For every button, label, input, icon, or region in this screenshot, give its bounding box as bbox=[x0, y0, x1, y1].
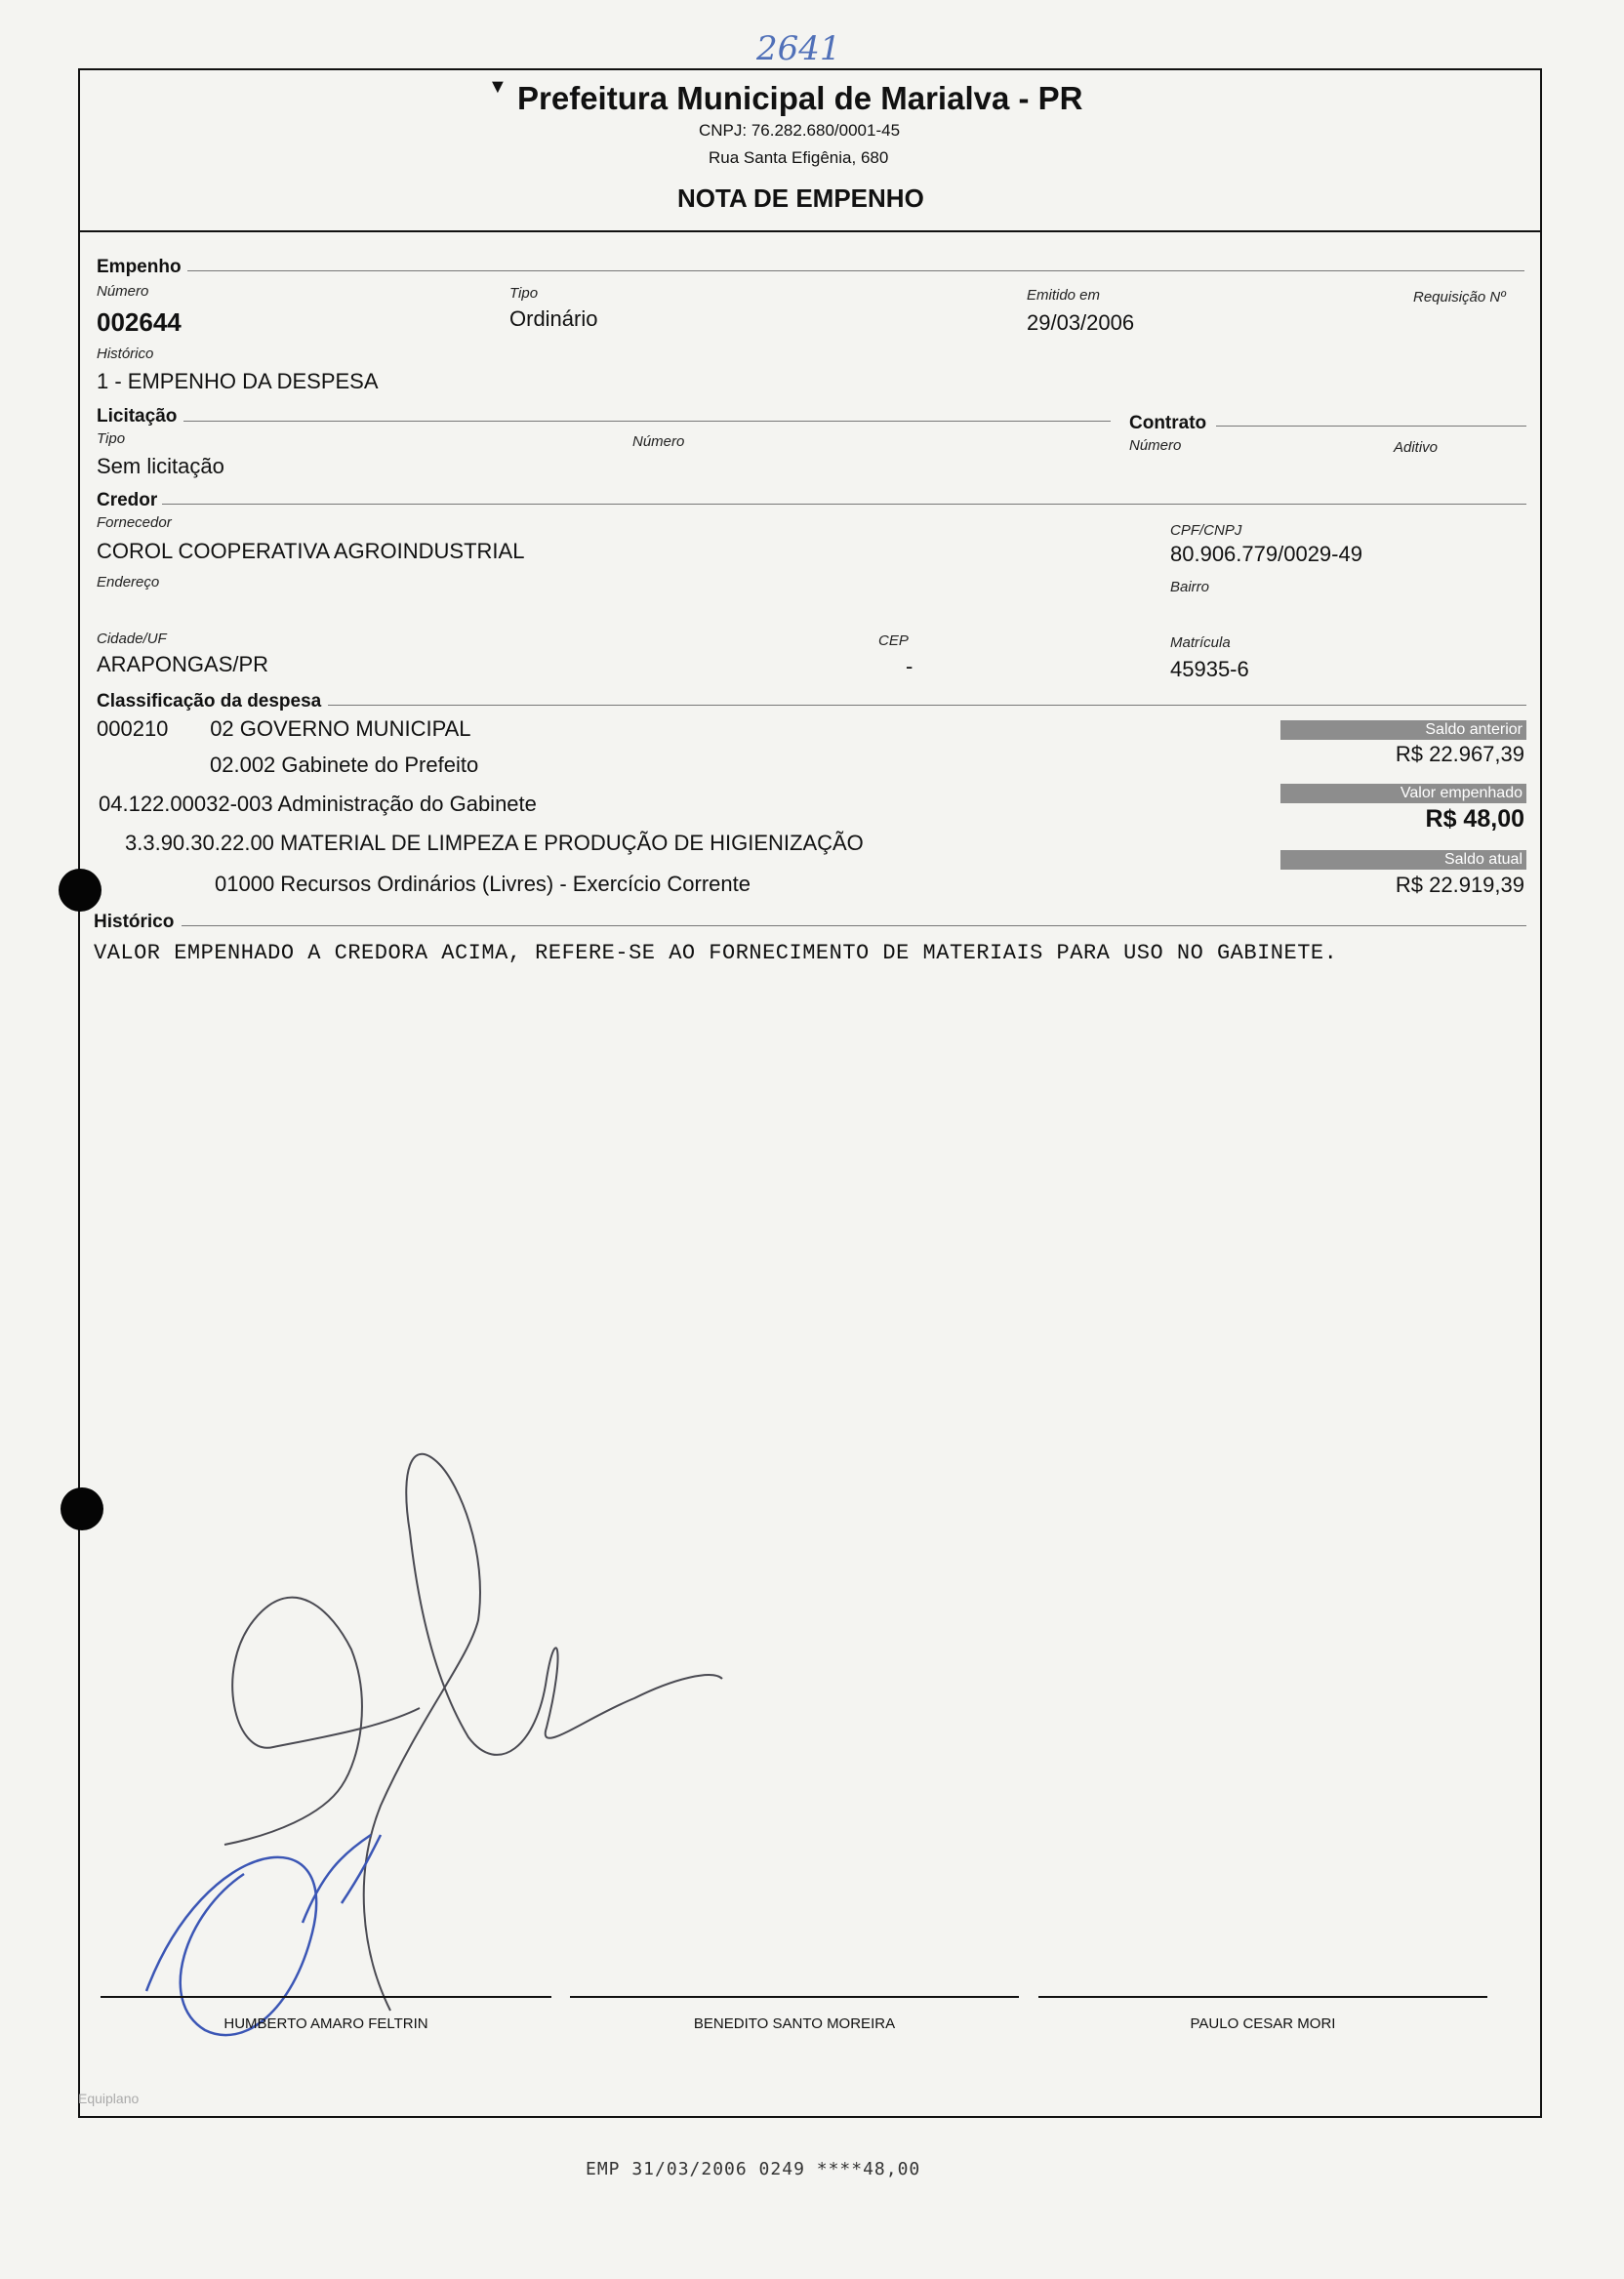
label-endereco: Endereço bbox=[97, 574, 160, 590]
section-historico: Histórico bbox=[94, 912, 175, 932]
section-rule bbox=[1216, 426, 1526, 427]
label-contrato-numero: Número bbox=[1129, 437, 1182, 454]
document-title: NOTA DE EMPENHO bbox=[677, 183, 924, 213]
label-tipo: Tipo bbox=[509, 285, 539, 302]
label-aditivo: Aditivo bbox=[1394, 439, 1439, 456]
signature-line bbox=[1038, 1996, 1487, 1998]
saldo-anterior-label: Saldo anterior bbox=[1280, 720, 1526, 740]
label-numero: Número bbox=[97, 283, 149, 300]
handwritten-page-number: 2641 bbox=[756, 29, 841, 68]
watermark-text: Equiplano bbox=[78, 2091, 140, 2106]
label-requisicao: Requisição Nº bbox=[1413, 289, 1506, 305]
municipality-title: Prefeitura Municipal de Marialva - PR bbox=[517, 80, 1083, 116]
saldo-atual-value: R$ 22.919,39 bbox=[1395, 873, 1524, 897]
section-rule bbox=[162, 504, 1526, 505]
classification-line: 04.122.00032-003 Administração do Gabinete bbox=[99, 792, 537, 816]
header-separator bbox=[80, 230, 1540, 232]
signatory-name: BENEDITO SANTO MOREIRA bbox=[693, 2015, 896, 2032]
section-credor: Credor bbox=[97, 490, 158, 510]
bullet-mark: ▼ bbox=[488, 76, 508, 98]
address-line: Rua Santa Efigênia, 680 bbox=[709, 148, 889, 167]
section-licitacao: Licitação bbox=[97, 406, 178, 427]
saldo-anterior-value: R$ 22.967,39 bbox=[1395, 742, 1524, 766]
punch-hole bbox=[61, 1487, 103, 1530]
historico-text: VALOR EMPENHADO A CREDORA ACIMA, REFERE-SE AO FORNECIMENTO DE MATERIAIS PARA USO NO GABINETE. bbox=[94, 941, 1338, 965]
label-fornecedor: Fornecedor bbox=[97, 514, 172, 531]
empenho-number: 002644 bbox=[97, 307, 182, 337]
section-rule bbox=[328, 705, 1526, 706]
section-rule bbox=[183, 421, 1111, 422]
punch-hole bbox=[59, 869, 102, 912]
signature-line bbox=[101, 1996, 551, 1998]
classification-line: 01000 Recursos Ordinários (Livres) - Exercício Corrente bbox=[215, 872, 751, 896]
cnpj-line: CNPJ: 76.282.680/0001-45 bbox=[699, 121, 901, 140]
valor-empenhado-label: Valor empenhado bbox=[1280, 784, 1526, 803]
label-emitido: Emitido em bbox=[1027, 287, 1101, 304]
label-cep: CEP bbox=[878, 632, 909, 649]
supplier-cep: - bbox=[906, 654, 914, 678]
label-licitacao-numero: Número bbox=[632, 433, 685, 450]
footer-stamp: EMP 31/03/2006 0249 ****48,00 bbox=[586, 2159, 921, 2179]
saldo-atual-label: Saldo atual bbox=[1280, 850, 1526, 870]
supplier-city: ARAPONGAS/PR bbox=[97, 652, 269, 676]
signature-line bbox=[570, 1996, 1019, 1998]
supplier-cnpj: 80.906.779/0029-49 bbox=[1170, 542, 1362, 566]
empenho-historico: 1 - EMPENHO DA DESPESA bbox=[97, 369, 379, 393]
signatory-name: PAULO CESAR MORI bbox=[1190, 2015, 1336, 2032]
empenho-date: 29/03/2006 bbox=[1027, 310, 1135, 335]
section-rule bbox=[187, 270, 1524, 271]
label-matricula: Matrícula bbox=[1170, 634, 1231, 651]
supplier-matricula: 45935-6 bbox=[1170, 657, 1249, 681]
signatory-name: HUMBERTO AMARO FELTRIN bbox=[223, 2015, 428, 2032]
section-empenho: Empenho bbox=[97, 257, 182, 277]
label-licitacao-tipo: Tipo bbox=[97, 430, 126, 447]
handwritten-signature bbox=[127, 1327, 732, 2089]
classification-line: 000210 02 GOVERNO MUNICIPAL bbox=[97, 716, 471, 741]
valor-empenhado-value: R$ 48,00 bbox=[1425, 805, 1524, 833]
label-cpf-cnpj: CPF/CNPJ bbox=[1170, 522, 1242, 539]
label-historico-empenho: Histórico bbox=[97, 346, 154, 362]
empenho-tipo: Ordinário bbox=[509, 306, 598, 331]
classification-line: 3.3.90.30.22.00 MATERIAL DE LIMPEZA E PRODUÇÃO DE HIGIENIZAÇÃO bbox=[125, 831, 864, 855]
label-cidade: Cidade/UF bbox=[97, 631, 167, 647]
label-bairro: Bairro bbox=[1170, 579, 1210, 595]
section-contrato: Contrato bbox=[1129, 413, 1207, 433]
section-classificacao: Classificação da despesa bbox=[97, 691, 322, 712]
supplier-name: COROL COOPERATIVA AGROINDUSTRIAL bbox=[97, 539, 525, 563]
licitacao-tipo: Sem licitação bbox=[97, 454, 224, 478]
section-rule bbox=[182, 925, 1526, 926]
classification-line: 02.002 Gabinete do Prefeito bbox=[210, 753, 479, 777]
